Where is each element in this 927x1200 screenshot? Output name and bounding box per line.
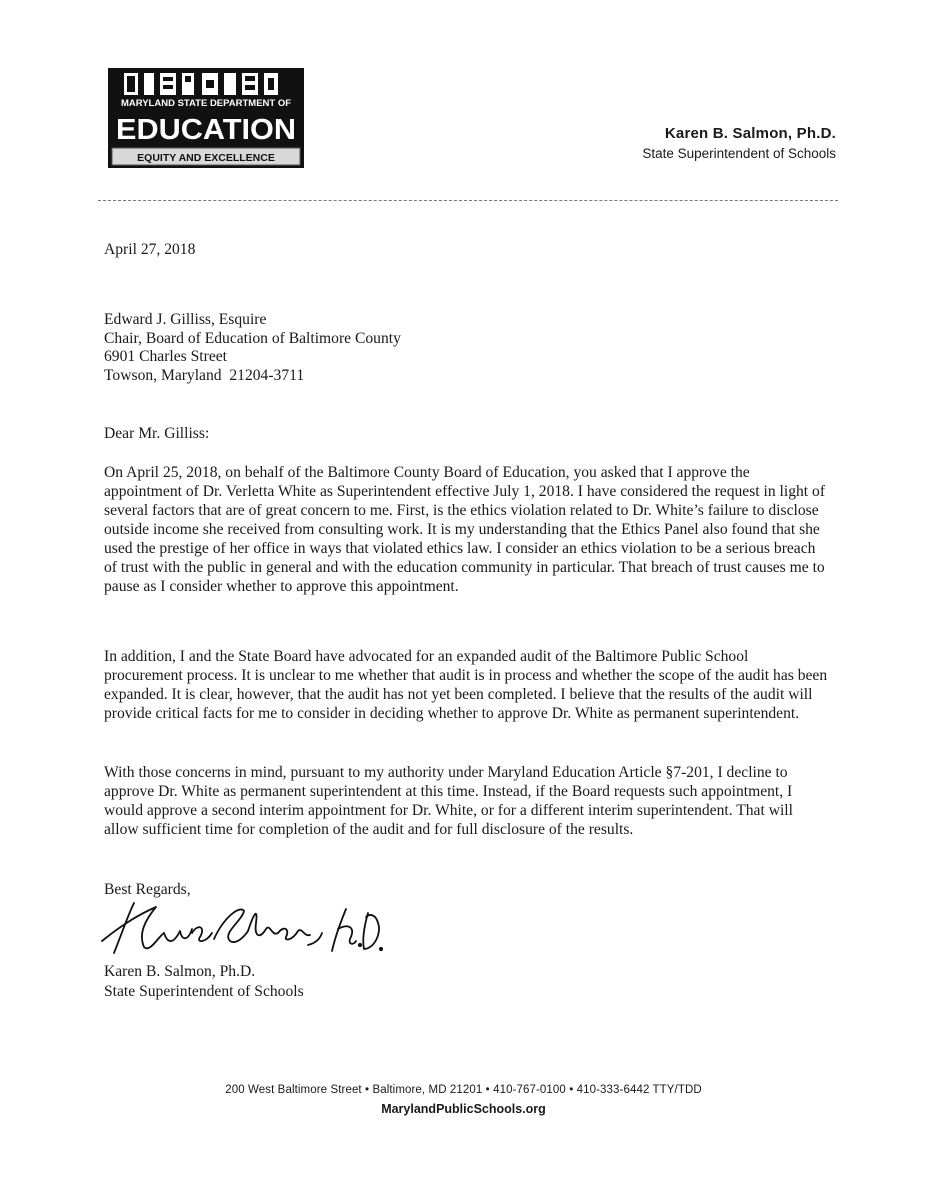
salutation: Dear Mr. Gilliss: bbox=[104, 425, 210, 442]
signature-graphic bbox=[94, 893, 384, 963]
footer-website-link[interactable]: MarylandPublicSchools.org bbox=[381, 1102, 546, 1116]
signer-title: State Superintendent of Schools bbox=[104, 982, 304, 1000]
logo-line2: EDUCATION bbox=[116, 114, 296, 146]
letter-footer bbox=[0, 1084, 927, 1116]
msde-logo-graphic bbox=[108, 68, 304, 168]
recipient-street: 6901 Charles Street bbox=[104, 348, 227, 365]
sender-name: Karen B. Salmon, Ph.D. bbox=[664, 125, 836, 142]
recipient-name: Edward J. Gilliss, Esquire bbox=[104, 311, 267, 328]
closing: Best Regards, bbox=[104, 881, 191, 898]
handwritten-signature bbox=[94, 893, 384, 963]
signer-name: Karen B. Salmon, Ph.D. bbox=[104, 963, 256, 980]
body-paragraph-2: In addition, I and the State Board have advocated for an expanded audit of the Baltimore Public School procurement process. It is unclear to me whether that audit is in process and whether the scope of the audit has been expanded. It is clear, however, that the audit has not yet been completed. I believe that the results of the audit will provide critical facts for me to consider in deciding whether to approve Dr. White as permanent superintendent. bbox=[104, 648, 828, 722]
logo-line3: EQUITY AND EXCELLENCE bbox=[137, 152, 275, 164]
msde-logo bbox=[108, 68, 304, 168]
body-paragraph-3: With those concerns in mind, pursuant to my authority under Maryland Education Article §7-201, I decline to approve Dr. White as permanent superintendent at this time. Instead, if the Board requests such appointment, I would approve a second interim appointment for Dr. White, or for a different interim superintendent. That will allow sufficient time for completion of the audit and for full disclosure of the results. bbox=[104, 764, 793, 838]
sender-title: State Superintendent of Schools bbox=[642, 146, 836, 161]
recipient-address bbox=[104, 311, 401, 385]
signer-block bbox=[104, 962, 304, 1001]
logo-line1: MARYLAND STATE DEPARTMENT OF bbox=[120, 98, 292, 109]
letter-date: April 27, 2018 bbox=[104, 241, 196, 258]
body-paragraph-1: On April 25, 2018, on behalf of the Baltimore County Board of Education, you asked that I approve the appointment of Dr. Verletta White as Superintendent effective July 1, 2018. I have considered the request in light of several factors that are of great concern to me. First, is the ethics violation related to Dr. White’s failure to disclose outside income she received from consulting work. It is my understanding that the Ethics Panel also found that she used the prestige of her office in ways that violated ethics law. I consider an ethics violation to be a serious breach of trust with the public in general and with the education community in particular. That breach of trust causes me to pause as I consider whether to approve this appointment. bbox=[104, 464, 826, 595]
letterhead-divider bbox=[98, 200, 838, 202]
recipient-city: Towson, Maryland 21204-3711 bbox=[104, 366, 305, 384]
footer-address: 200 West Baltimore Street • Baltimore, MD 21201 • 410-767-0100 • 410-333-6442 TTY/TDD bbox=[225, 1084, 702, 1096]
recipient-title: Chair, Board of Education of Baltimore County bbox=[104, 329, 401, 347]
letterhead-sender bbox=[642, 125, 836, 161]
